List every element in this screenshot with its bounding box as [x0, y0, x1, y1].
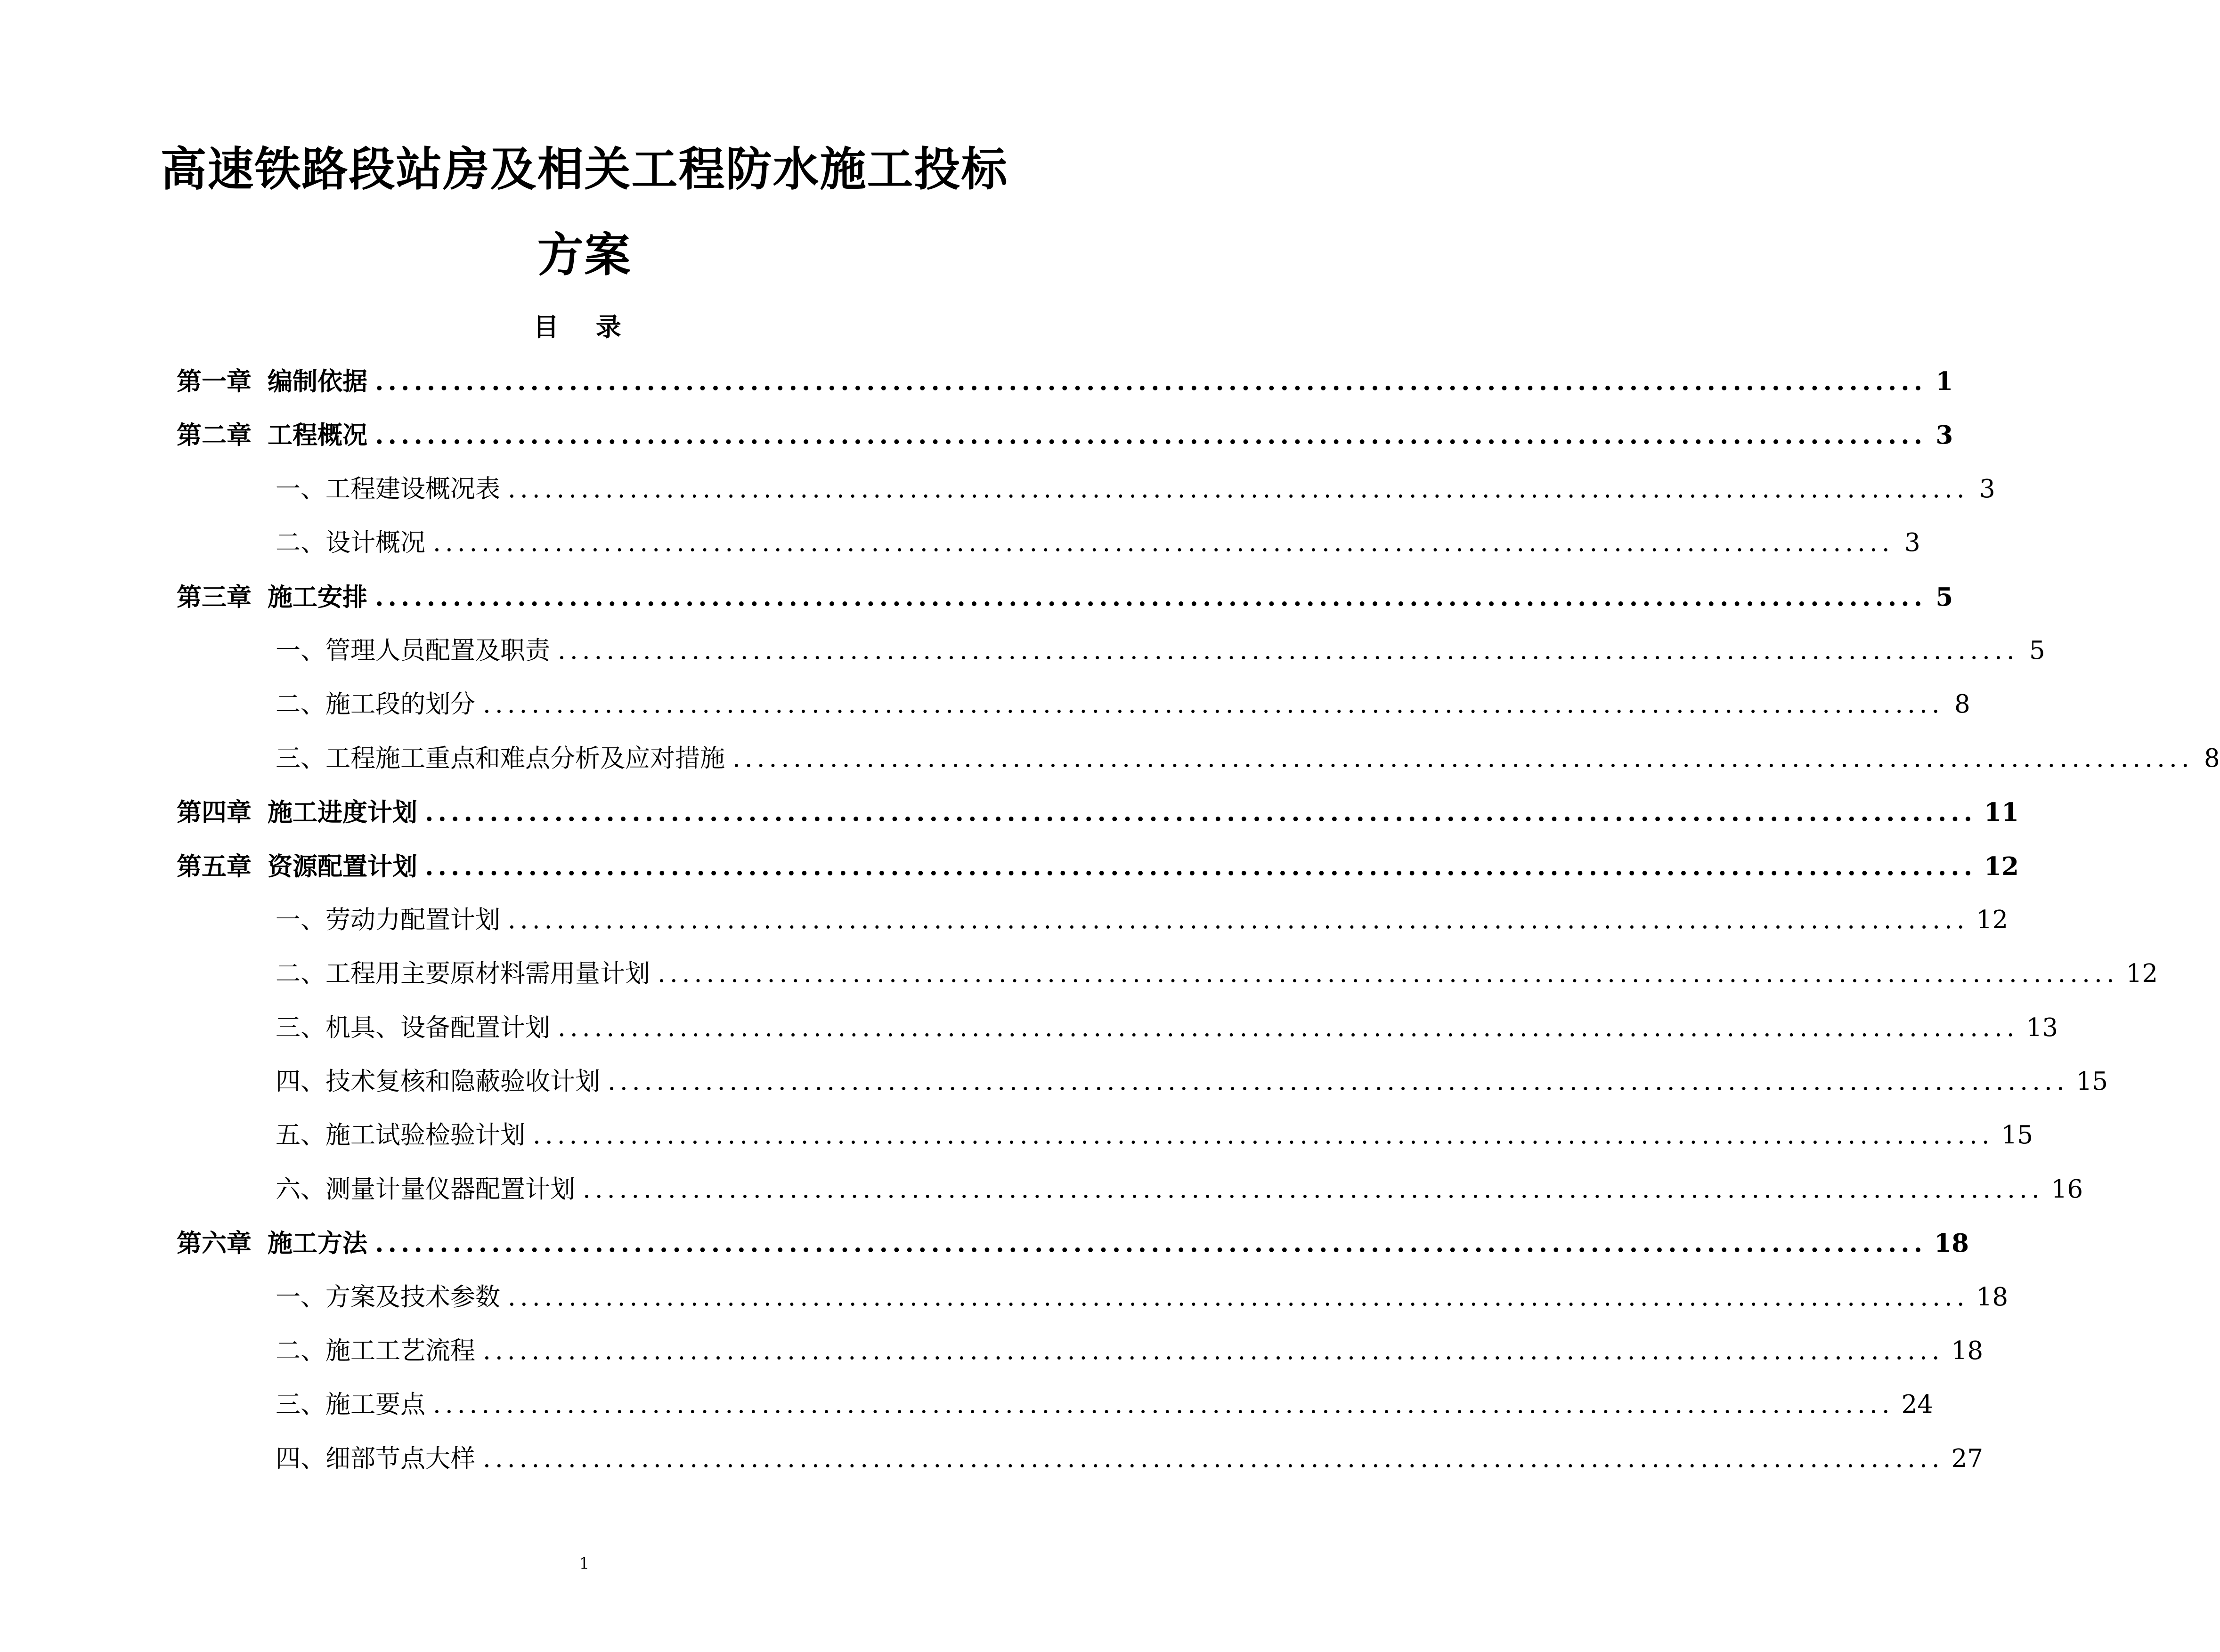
toc-entry[interactable] [177, 1117, 2033, 1170]
toc-page-number: 3 [1904, 528, 1920, 558]
toc-dot-leader: ........................................................................................................................ [425, 798, 1977, 827]
toc-dot-leader: ........................................................................................................................ [375, 367, 1927, 396]
page-number: 1 [579, 1554, 590, 1573]
toc-page-number: 1 [1935, 367, 1953, 396]
toc-page-number: 12 [1976, 905, 2009, 934]
toc-page-number: 12 [2126, 959, 2158, 988]
toc-dot-leader: ........................................................................................................................ [433, 1390, 1894, 1419]
toc-dot-leader: ........................................................................................................................ [375, 582, 1927, 612]
toc-entry-title: 施工安排 [268, 582, 367, 612]
toc-chapter-number: 第五章 [177, 851, 252, 881]
toc-dot-leader: ........................................................................................................................ [732, 744, 2194, 773]
toc-entry[interactable] [177, 848, 2019, 901]
toc-entry[interactable] [177, 1224, 1969, 1278]
toc-chapter-number: 第二章 [177, 421, 252, 450]
toc-dot-leader: ........................................................................................................................ [508, 1282, 1969, 1312]
toc-entry[interactable] [177, 578, 1953, 632]
toc-entry-title: 一、劳动力配置计划 [276, 905, 500, 934]
toc-entry-title: 六、测量计量仪器配置计划 [276, 1174, 575, 1204]
toc-entry-title: 一、管理人员配置及职责 [276, 636, 550, 665]
toc-dot-leader: ........................................................................................................................ [533, 1121, 1994, 1150]
toc-entry[interactable] [177, 1171, 2083, 1224]
toc-page-number: 15 [2001, 1121, 2033, 1150]
toc-entry-title: 工程概况 [268, 421, 367, 450]
toc-dot-leader: ........................................................................................................................ [425, 851, 1977, 881]
toc-entry-title: 三、工程施工重点和难点分析及应对措施 [276, 744, 725, 773]
toc-dot-leader: ........................................................................................................................ [483, 1444, 1944, 1473]
toc-entry[interactable] [177, 1332, 1984, 1386]
toc-page-number: 8 [2204, 744, 2220, 773]
toc-page-number: 24 [1901, 1390, 1934, 1419]
toc-heading [0, 308, 1169, 346]
toc-entry-title: 四、细部节点大样 [276, 1444, 475, 1473]
toc-dot-leader: ........................................................................................................................ [508, 474, 1969, 503]
toc-dot-leader: ........................................................................................................................ [375, 421, 1927, 450]
toc-entry-title: 二、施工工艺流程 [276, 1336, 475, 1366]
toc-entry[interactable] [177, 416, 1953, 470]
toc-page-number: 11 [1984, 798, 2019, 827]
toc-chapter-number: 第四章 [177, 798, 252, 827]
toc-entry[interactable] [177, 524, 1920, 578]
toc-entry[interactable] [177, 1279, 2009, 1332]
toc-page-number: 5 [2029, 636, 2045, 665]
toc-dot-leader: ........................................................................................................................ [608, 1067, 2069, 1096]
toc-entry-title: 编制依据 [268, 367, 367, 396]
toc-dot-leader: ........................................................................................................................ [483, 1336, 1944, 1366]
toc-entry-title: 四、技术复核和隐蔽验收计划 [276, 1067, 600, 1096]
toc-entry-title: 三、施工要点 [276, 1390, 425, 1419]
toc-page-number: 18 [1951, 1336, 1984, 1366]
toc-page-number: 15 [2076, 1067, 2108, 1096]
toc-entry-title: 施工方法 [268, 1229, 367, 1258]
toc-page-number: 8 [1954, 690, 1970, 719]
toc-dot-leader: ........................................................................................................................ [508, 905, 1969, 934]
toc-entry[interactable] [177, 1386, 1934, 1440]
toc-entry[interactable] [177, 632, 2045, 686]
toc-entry[interactable] [177, 901, 2009, 955]
toc-entry-title: 二、设计概况 [276, 528, 425, 558]
toc-entry[interactable] [177, 955, 2158, 1009]
toc-entry-title: 资源配置计划 [268, 851, 417, 881]
toc-chapter-number: 第六章 [177, 1229, 252, 1258]
toc-entry-title: 三、机具、设备配置计划 [276, 1013, 550, 1042]
toc-entry[interactable] [177, 1009, 2058, 1063]
toc-dot-leader: ........................................................................................................................ [558, 1013, 2019, 1042]
toc-dot-leader: ........................................................................................................................ [558, 636, 2019, 665]
toc-page-number: 13 [2026, 1013, 2058, 1042]
toc-entry-title: 施工进度计划 [268, 798, 417, 827]
toc-page-number: 18 [1934, 1229, 1969, 1258]
toc-page-number: 27 [1951, 1444, 1984, 1473]
toc-page-number: 3 [1935, 421, 1953, 450]
toc-chapter-number: 第三章 [177, 582, 252, 612]
toc-page-number: 12 [1984, 851, 2019, 881]
toc-entry[interactable] [177, 363, 1953, 416]
toc-entry[interactable] [177, 1440, 1984, 1494]
table-of-contents [177, 363, 2220, 1494]
toc-dot-leader: ........................................................................................................................ [483, 690, 1944, 719]
toc-page-number: 18 [1976, 1282, 2009, 1312]
document-title-line-1: 高速铁路段站房及相关工程防水施工投标 [160, 142, 1008, 196]
toc-page-number: 3 [1979, 474, 1995, 503]
toc-heading-text: 目 录 [533, 312, 635, 342]
toc-chapter-number: 第一章 [177, 367, 252, 396]
toc-entry-title: 二、工程用主要原材料需用量计划 [276, 959, 650, 988]
toc-entry[interactable] [177, 1063, 2108, 1117]
document-title-line-2: 方案 [537, 228, 632, 282]
toc-dot-leader: ........................................................................................................................ [375, 1229, 1927, 1258]
toc-dot-leader: ........................................................................................................................ [583, 1174, 2044, 1204]
toc-entry[interactable] [177, 470, 1995, 524]
toc-entry[interactable] [177, 794, 2019, 847]
toc-page-number: 16 [2051, 1174, 2083, 1204]
toc-entry-title: 二、施工段的划分 [276, 690, 475, 719]
toc-dot-leader: ........................................................................................................................ [433, 528, 1894, 558]
toc-entry-title: 五、施工试验检验计划 [276, 1121, 525, 1150]
toc-entry[interactable] [177, 686, 1970, 739]
toc-page-number: 5 [1935, 582, 1953, 612]
toc-entry-title: 一、方案及技术参数 [276, 1282, 500, 1312]
toc-entry[interactable] [177, 740, 2220, 794]
toc-dot-leader: ........................................................................................................................ [658, 959, 2119, 988]
toc-entry-title: 一、工程建设概况表 [276, 474, 500, 503]
